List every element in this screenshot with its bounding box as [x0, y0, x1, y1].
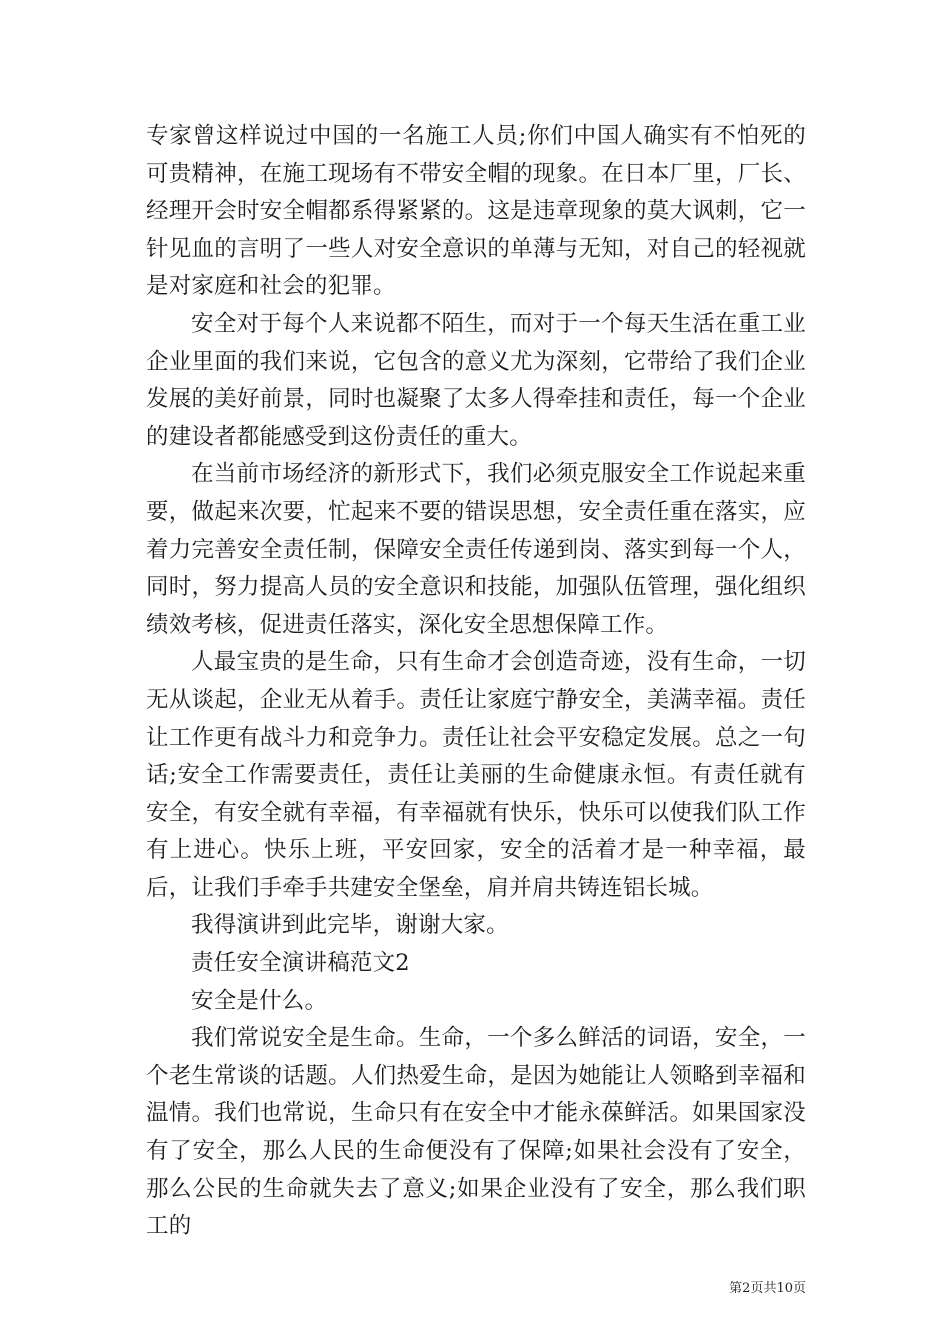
paragraph: 安全是什么。 [191, 987, 328, 1014]
document-body [146, 118, 806, 1246]
section-heading: 责任安全演讲稿范文2 [191, 950, 410, 977]
paragraph: 人最宝贵的是生命，只有生命才会创造奇迹，没有生命，一切无从谈起，企业无从着手。责任让家庭宁静安全，美满幸福。责任让工作更有战斗力和竞争力。责任让社会平安稳定发展。总之一句话;安全工作需要责任，责任让美丽的生命健康永恒。有责任就有安全，有安全就有幸福，有幸福就有快乐，快乐可以使我们队工作有上进心。快乐上班，平安回家，安全的活着才是一种幸福，最后，让我们手牵手共建安全堡垒，肩并肩共铸连铝长城。 [146, 649, 806, 901]
paragraph: 我得演讲到此完毕，谢谢大家。 [191, 912, 509, 939]
page-number: 第2页共10页 [729, 1281, 806, 1296]
paragraph: 专家曾这样说过中国的一名施工人员;你们中国人确实有不怕死的可贵精神，在施工现场有不带安全帽的现象。在日本厂里，厂长、经理开会时安全帽都系得紧紧的。这是违章现象的莫大讽刺，它一针见血的言明了一些人对安全意识的单薄与无知，对自己的轻视就是对家庭和社会的犯罪。 [146, 123, 806, 300]
paragraph: 在当前市场经济的新形式下，我们必须克服安全工作说起来重要，做起来次要，忙起来不要的错误思想，安全责任重在落实，应着力完善安全责任制，保障安全责任传递到岗、落实到每一个人，同时，努力提高人员的安全意识和技能，加强队伍管理，强化组织绩效考核，促进责任落实，深化安全思想保障工作。 [146, 461, 806, 638]
paragraph: 安全对于每个人来说都不陌生，而对于一个每天生活在重工业企业里面的我们来说，它包含的意义尤为深刻，它带给了我们企业发展的美好前景，同时也凝聚了太多人得牵挂和责任，每一个企业的建设者都能感受到这份责任的重大。 [146, 310, 806, 450]
paragraph: 我们常说安全是生命。生命，一个多么鲜活的词语，安全，一个老生常谈的话题。人们热爱生命，是因为她能让人领略到幸福和温情。我们也常说，生命只有在安全中才能永葆鲜活。如果国家没有了安全，那么人民的生命便没有了保障;如果社会没有了安全，那么公民的生命就失去了意义;如果企业没有了安全，那么我们职工的 [146, 1025, 806, 1240]
